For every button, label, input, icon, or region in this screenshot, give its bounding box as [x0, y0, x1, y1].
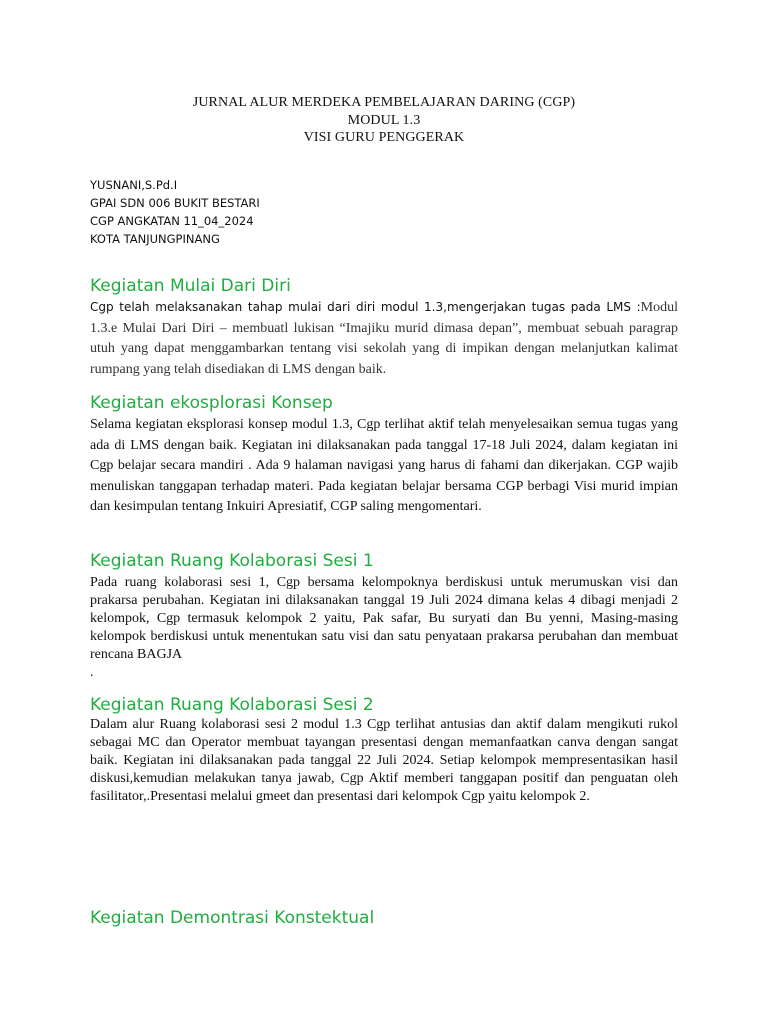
- author-name: YUSNANI,S.Pd.I: [90, 178, 178, 192]
- heading-eksplorasi-konsep: Kegiatan ekosplorasi Konsep: [90, 393, 333, 413]
- trailing-period: .: [90, 665, 94, 680]
- paragraph-lead: Cgp telah melaksanakan tahap mulai dari diri modul 1.3,mengerjakan tugas pada LMS :: [90, 300, 641, 314]
- title-line-3: VISI GURU PENGGERAK: [303, 130, 465, 145]
- heading-kolaborasi-sesi-1: Kegiatan Ruang Kolaborasi Sesi 1: [90, 551, 374, 571]
- heading-demonstrasi-kontekstual: Kegiatan Demontrasi Konstektual: [90, 908, 375, 928]
- author-info: [90, 176, 260, 248]
- heading-mulai-dari-diri: Kegiatan Mulai Dari Diri: [90, 276, 291, 296]
- paragraph-eksplorasi-konsep: Selama kegiatan eksplorasi konsep modul 1.3, Cgp terlihat aktif telah menyelesaikan semua tugas yang ada di LMS dengan baik. Kegiatan ini dilaksanakan pada tanggal 17-18 Juli 2024, dalam kegiatan ini Cgp belajar secara mandiri . Ada 9 halaman navigasi yang harus di fahami dan dikerjakan. CGP wajib menuliskan tanggapan terhadap materi. Pada kegiatan belajar bersama CGP berbagi Visi murid impian dan kesimpulan tentang Inkuiri Apresiatif, CGP saling mengomentari.: [90, 417, 678, 514]
- paragraph-kolaborasi-sesi-2: Dalam alur Ruang kolaborasi sesi 2 modul 1.3 Cgp terlihat antusias dan aktif dalam mengikuti rukol sebagai MC dan Operator membuat tayangan presentasi dengan memanfaatkan canva dengan sangat baik. Kegiatan ini dilaksanakan pada tanggal 22 Juli 2024. Setiap kelompok mempresentasikan hasil diskusi,kemudian melakukan tanya jawab, Cgp Aktif memberi tanggapan positif dan penguatan oleh fasilitator,.Presentasi melalui gmeet dan presentasi dari kelompok Cgp yaitu kelompok 2.: [90, 717, 678, 804]
- title-line-1: JURNAL ALUR MERDEKA PEMBELAJARAN DARING (CGP): [192, 95, 576, 110]
- paragraph-mulai-dari-diri: [90, 297, 678, 380]
- title-line-2: MODUL 1.3: [347, 112, 421, 128]
- author-school: GPAI SDN 006 BUKIT BESTARI: [90, 196, 260, 210]
- paragraph-body: Modul 1.3.e Mulai Dari Diri – membuatl lukisan “Imajiku murid dimasa depan”, membuat sebuah paragrap utuh yang dapat menggambarkan tentang visi sekolah yang di impikan dengan melanjutkan kalimat rumpang yang telah disediakan di LMS dengan baik.: [90, 300, 678, 377]
- paragraph-kolaborasi-sesi-1: Pada ruang kolaborasi sesi 1, Cgp bersama kelompoknya berdiskusi untuk merumuskan visi dan prakarsa perubahan. Kegiatan ini dilaksanakan tanggal 19 Juli 2024 dimana kelas 4 dibagi menjadi 2 kelompok, Cgp termasuk kelompok 2 yaitu, Pak safar, Bu suryati dan Bu yenni, Masing-masing kelompok berdiskusi untuk menentukan satu visi dan satu penyataan prakarsa perubahan dan membuat rencana BAGJA: [90, 575, 678, 662]
- document-title: [90, 94, 678, 147]
- author-city: KOTA TANJUNGPINANG: [90, 232, 220, 246]
- heading-kolaborasi-sesi-2: Kegiatan Ruang Kolaborasi Sesi 2: [90, 695, 374, 715]
- author-cohort: CGP ANGKATAN 11_04_2024: [90, 214, 254, 228]
